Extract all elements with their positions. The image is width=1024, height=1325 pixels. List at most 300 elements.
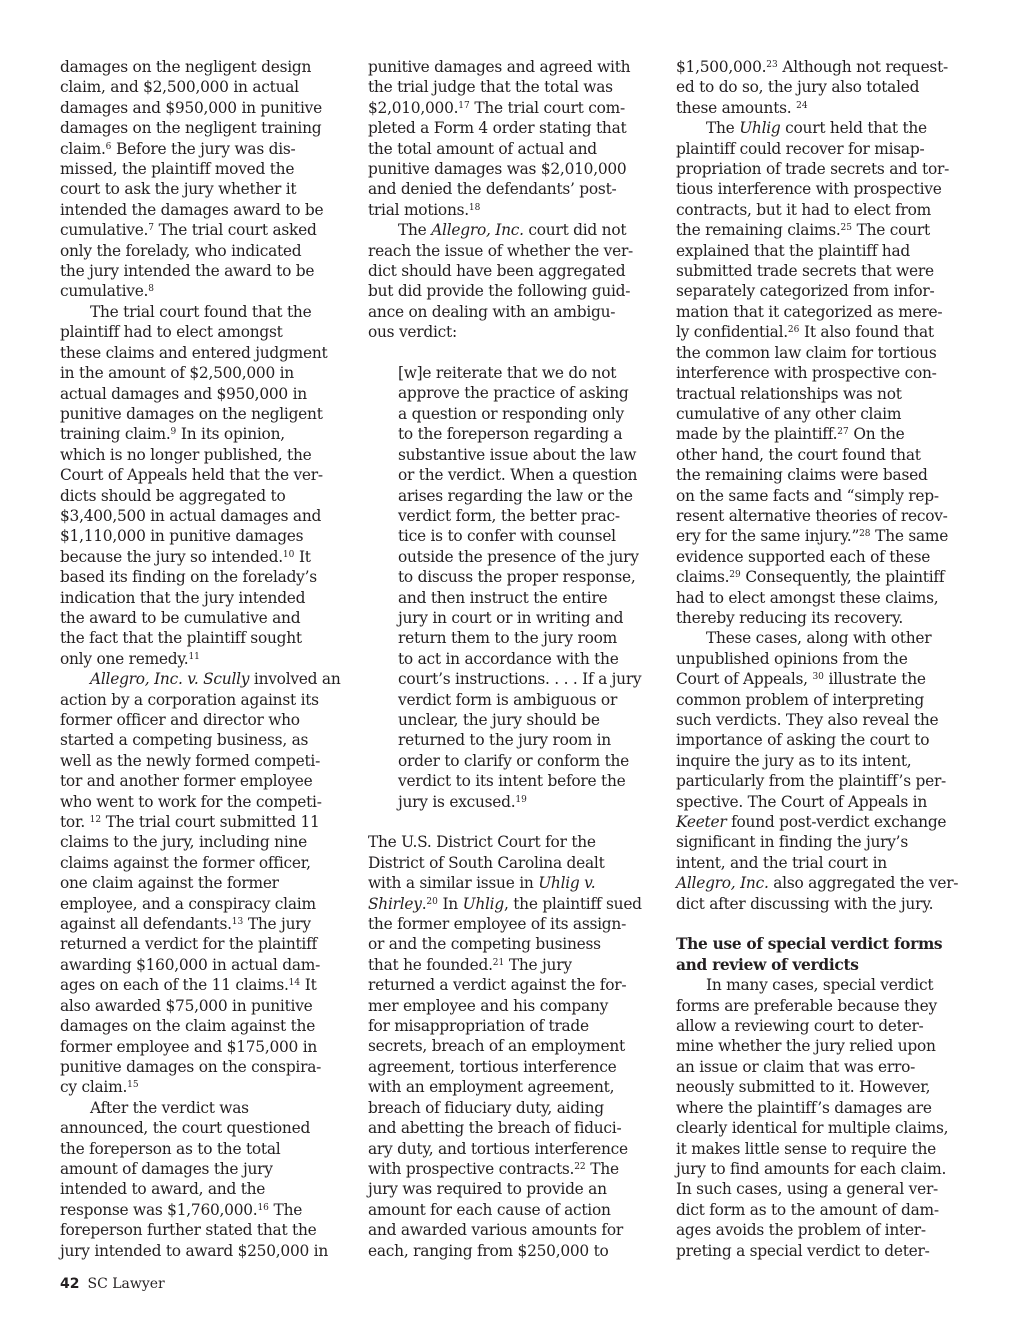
text-line — [676, 1241, 966, 1261]
text-line — [676, 1159, 966, 1179]
text-line — [60, 118, 348, 138]
line-text: significant in finding the jury’s — [676, 833, 908, 852]
text-line — [60, 1016, 348, 1036]
paragraph-gap — [676, 914, 966, 934]
footnote-marker: 20 — [426, 896, 438, 907]
line-text: allow a reviewing court to deter- — [676, 1017, 924, 1036]
line-text: dict form as to the amount of dam- — [676, 1200, 939, 1219]
text-line — [368, 261, 658, 281]
line-text: inquire the jury as to its intent, — [676, 751, 912, 770]
line-text: also aggregated the ver- — [768, 874, 959, 893]
line-text: The — [585, 1159, 619, 1178]
text-line — [60, 975, 348, 995]
line-text: with a similar issue in — [368, 874, 539, 893]
case-name: Uhlig v. — [538, 874, 596, 893]
text-line — [60, 955, 348, 975]
text-line — [60, 1159, 348, 1179]
text-line — [368, 934, 658, 954]
footnote-marker: 17 — [458, 100, 470, 111]
line-text: punitive damages on the negligent — [60, 404, 323, 423]
text-line — [368, 159, 658, 179]
quote-line — [368, 363, 658, 383]
text-line — [60, 1200, 348, 1220]
text-line — [676, 690, 966, 710]
line-text: the common law claim for tortious — [676, 343, 937, 362]
text-line — [60, 424, 348, 444]
line-text: mer employee and his company — [368, 996, 609, 1015]
line-text: Court of Appeals, — [676, 670, 813, 689]
line-text: common problem of interpreting — [676, 690, 925, 709]
line-text: approve the practice of asking — [398, 384, 629, 403]
line-text: The trial court submitted 11 — [101, 813, 320, 832]
text-line — [676, 710, 966, 730]
quote-line — [368, 547, 658, 567]
line-text: amount of damages the jury — [60, 1159, 273, 1178]
text-line — [60, 812, 348, 832]
line-text: amount for each cause of action — [368, 1200, 611, 1219]
text-line — [368, 77, 658, 97]
line-text: other hand, the court found that — [676, 445, 921, 464]
text-line — [60, 526, 348, 546]
line-text: jury is excused. — [398, 792, 516, 811]
text-line — [60, 547, 348, 567]
text-line — [60, 1077, 348, 1097]
text-line — [676, 404, 966, 424]
text-line — [368, 1057, 658, 1077]
line-text: where the plaintiff’s damages are — [676, 1098, 932, 1117]
text-line — [676, 261, 966, 281]
line-text: resent alternative theories of recov- — [676, 506, 948, 525]
footnote-marker: 25 — [840, 223, 852, 234]
line-text: Allegro, Inc. v. Scully — [90, 670, 250, 689]
line-text: and abetting the breach of fiduci- — [368, 1119, 622, 1138]
line-text: These cases, along with other — [706, 629, 932, 648]
line-text: response was $1,760,000. — [60, 1200, 258, 1219]
text-line — [676, 812, 966, 832]
text-line — [676, 445, 966, 465]
text-line — [60, 179, 348, 199]
text-line — [676, 1098, 966, 1118]
text-line — [60, 914, 348, 934]
line-text: the total amount of actual and — [368, 139, 597, 158]
footnote-marker: 6 — [105, 141, 112, 152]
text-line — [60, 98, 348, 118]
line-text: only one remedy. — [60, 649, 189, 668]
text-line — [676, 1016, 966, 1036]
line-text: damages on the negligent training — [60, 119, 322, 138]
line-text: The — [398, 221, 432, 240]
line-text: jury was required to provide an — [368, 1180, 607, 1199]
line-text: The jury — [243, 915, 311, 934]
quote-line — [368, 608, 658, 628]
text-line — [60, 281, 348, 301]
line-text: former employee and $175,000 in — [60, 1037, 318, 1056]
text-line — [368, 955, 658, 975]
text-line — [60, 445, 348, 465]
text-column-1 — [60, 57, 348, 1261]
line-text: $1,110,000 in punitive damages — [60, 527, 304, 546]
line-text: or and the competing business — [368, 935, 601, 954]
line-text: made by the plaintiff. — [676, 425, 838, 444]
line-text: Keeter — [676, 813, 727, 832]
footnote-marker: 12 — [89, 815, 102, 826]
line-text: $1,500,000. — [676, 58, 767, 76]
line-text: and denied the defendants’ post- — [368, 180, 617, 199]
line-text: cumulative of any other claim — [676, 404, 902, 423]
line-text: to discuss the proper response, — [398, 568, 636, 587]
line-text: Although not request- — [777, 58, 948, 76]
line-text: with an employment agreement, — [368, 1078, 615, 1097]
text-line — [368, 1016, 658, 1036]
line-text: ary duty, and tortious interference — [368, 1139, 628, 1158]
text-line — [676, 894, 966, 914]
footnote-marker: 9 — [170, 427, 177, 438]
text-line — [60, 343, 348, 363]
line-text: cumulative. — [60, 221, 149, 240]
line-text: the jury intended the award to be — [60, 262, 315, 281]
case-name: Uhlig — [739, 119, 781, 138]
line-text: claims to the jury, including nine — [60, 833, 308, 852]
line-text: The U.S. District Court for the — [368, 833, 596, 852]
text-line — [676, 98, 966, 118]
line-text: the award to be cumulative and — [60, 608, 301, 627]
line-text: to the foreperson regarding a — [398, 425, 623, 444]
line-text: plaintiff could recover for misap- — [676, 139, 925, 158]
text-line — [60, 771, 348, 791]
text-line — [676, 526, 966, 546]
page-number: 42 — [60, 1276, 80, 1292]
line-text: one claim against the former — [60, 874, 279, 893]
text-line — [676, 506, 966, 526]
footnote-marker: 8 — [148, 284, 154, 295]
text-line — [368, 1036, 658, 1056]
line-text: . — [421, 894, 427, 913]
text-line — [60, 384, 348, 404]
text-line — [60, 57, 348, 77]
text-line — [368, 975, 658, 995]
line-text: arises regarding the law or the — [398, 486, 633, 505]
line-text: forms are preferable because they — [676, 996, 937, 1015]
quote-line — [368, 424, 658, 444]
line-text: and awarded various amounts for — [368, 1221, 623, 1240]
line-text: damages on the claim against the — [60, 1017, 316, 1036]
line-text: jury intended to award $250,000 in — [60, 1241, 329, 1260]
line-text: which is no longer published, the — [60, 445, 312, 464]
line-text: It also found that — [799, 323, 934, 342]
line-text: dict should have been aggregated — [368, 262, 626, 281]
line-text: had to elect amongst these claims, — [676, 588, 939, 607]
text-line — [676, 77, 966, 97]
line-text: unclear, the jury should be — [398, 710, 600, 729]
text-line — [368, 1118, 658, 1138]
text-line — [368, 1220, 658, 1240]
line-text: ous verdict: — [368, 323, 457, 342]
quote-line — [368, 628, 658, 648]
footnote-marker: 26 — [787, 325, 800, 336]
line-text: each, ranging from $250,000 to — [368, 1241, 609, 1260]
text-line — [368, 98, 658, 118]
line-text: The trial court found that the — [90, 302, 312, 321]
text-line — [60, 792, 348, 812]
case-name: Uhlig — [462, 894, 504, 913]
line-text: these claims and entered judgment — [60, 343, 328, 362]
text-line — [60, 751, 348, 771]
text-line — [368, 1159, 658, 1179]
line-text: in the amount of $2,500,000 in — [60, 364, 294, 383]
text-line — [676, 608, 966, 628]
page-footer — [60, 1276, 165, 1292]
line-text: ly confidential. — [676, 323, 788, 342]
text-line — [368, 873, 658, 893]
footnote-marker: 29 — [729, 570, 741, 581]
text-line — [676, 343, 966, 363]
line-text: verdict to its intent before the — [398, 772, 626, 791]
text-line — [368, 57, 658, 77]
line-text: clearly identical for multiple claims, — [676, 1119, 949, 1138]
line-text: on the same facts and “simply rep- — [676, 486, 939, 505]
line-text: punitive damages on the conspira- — [60, 1057, 322, 1076]
text-line — [676, 873, 966, 893]
text-line — [60, 710, 348, 730]
footnote-marker: 13 — [231, 917, 244, 928]
line-text: jury to find amounts for each claim. — [676, 1159, 947, 1178]
text-line — [676, 322, 966, 342]
line-text: mation that it categorized as mere- — [676, 302, 943, 321]
text-line — [676, 424, 966, 444]
quote-line — [368, 526, 658, 546]
text-line — [60, 894, 348, 914]
text-line — [676, 1179, 966, 1199]
text-line — [368, 200, 658, 220]
line-text: neously submitted to it. However, — [676, 1078, 931, 1097]
text-line — [676, 241, 966, 261]
line-text: only the forelady, who indicated — [60, 241, 302, 260]
line-text: ed to do so, the jury also totaled — [676, 78, 920, 97]
text-line — [368, 139, 658, 159]
text-column-3 — [676, 57, 966, 1261]
line-text: court held that the — [780, 119, 927, 138]
text-line — [676, 567, 966, 587]
line-text: ance on dealing with an ambigu- — [368, 302, 616, 321]
line-text: the remaining claims were based — [676, 466, 928, 485]
line-text: well as the newly formed competi- — [60, 751, 321, 770]
line-text: cumulative. — [60, 282, 149, 301]
publication-name: SC Lawyer — [87, 1276, 165, 1292]
footnote-marker: 19 — [515, 794, 527, 805]
footnote-marker: 24 — [796, 100, 808, 111]
line-text: training claim. — [60, 425, 171, 444]
line-text: also awarded $75,000 in punitive — [60, 996, 313, 1015]
line-text: $2,010,000. — [368, 98, 459, 117]
text-line — [60, 567, 348, 587]
text-line — [60, 1037, 348, 1057]
line-text: intended the damages award to be — [60, 200, 324, 219]
line-text: verdict form, the better prac- — [398, 506, 620, 525]
text-line — [60, 1098, 348, 1118]
quote-line — [368, 649, 658, 669]
text-line — [60, 139, 348, 159]
line-text: The trial court asked — [153, 221, 317, 240]
footnote-marker: 23 — [766, 60, 778, 70]
line-text: the remaining claims. — [676, 221, 841, 240]
text-line — [60, 159, 348, 179]
line-text: contracts, but it had to elect from — [676, 200, 932, 219]
quote-line — [368, 751, 658, 771]
text-line — [676, 669, 966, 689]
line-text: The court — [851, 221, 930, 240]
text-line — [368, 1241, 658, 1261]
line-text: Before the jury was dis- — [111, 139, 296, 158]
footnote-marker: 10 — [282, 549, 295, 560]
text-line — [60, 200, 348, 220]
text-line — [676, 996, 966, 1016]
line-text: It — [294, 547, 311, 566]
text-line — [368, 220, 658, 240]
text-line — [676, 118, 966, 138]
line-text: tor and another former employee — [60, 772, 313, 791]
section-heading-line — [676, 934, 966, 954]
text-line — [60, 669, 348, 689]
text-line — [676, 220, 966, 240]
line-text: intended to award, and the — [60, 1180, 266, 1199]
line-text: The jury — [504, 955, 572, 974]
text-line — [368, 1139, 658, 1159]
text-line — [60, 261, 348, 281]
line-text: cy claim. — [60, 1078, 128, 1097]
text-line — [368, 1200, 658, 1220]
line-text: court’s instructions. . . . If a jury — [398, 670, 642, 689]
text-line — [60, 465, 348, 485]
line-text: actual damages and $950,000 in — [60, 384, 307, 403]
text-line — [676, 832, 966, 852]
line-text: The use of special verdict forms — [676, 935, 943, 954]
quote-line — [368, 690, 658, 710]
text-line — [676, 139, 966, 159]
line-text: the former employee of its assign- — [368, 915, 627, 934]
line-text: against all defendants. — [60, 915, 232, 934]
line-text: ages avoids the problem of inter- — [676, 1221, 926, 1240]
text-line — [676, 1200, 966, 1220]
line-text: for misappropriation of trade — [368, 1017, 589, 1036]
line-text: indication that the jury intended — [60, 588, 306, 607]
line-text: tor. — [60, 813, 90, 832]
text-line — [368, 302, 658, 322]
section-heading-line — [676, 955, 966, 975]
line-text: outside the presence of the jury — [398, 547, 639, 566]
line-text: jury in court or in writing and — [398, 608, 624, 627]
line-text: based its finding on the forelady’s — [60, 568, 317, 587]
line-text: The trial court com- — [469, 98, 625, 117]
text-line — [676, 1036, 966, 1056]
line-text: ages on each of the 11 claims. — [60, 976, 289, 995]
line-text: but did provide the following guid- — [368, 282, 631, 301]
line-text: unpublished opinions from the — [676, 649, 908, 668]
text-line — [60, 996, 348, 1016]
line-text: started a competing business, as — [60, 731, 309, 750]
text-line — [60, 628, 348, 648]
line-text: In many cases, special verdict — [706, 976, 934, 995]
line-text: pleted a Form 4 order stating that — [368, 119, 627, 138]
line-text: an issue or claim that was erro- — [676, 1057, 916, 1076]
text-line — [676, 588, 966, 608]
text-line — [368, 914, 658, 934]
line-text: foreperson further stated that the — [60, 1221, 317, 1240]
footnote-marker: 16 — [257, 1202, 269, 1213]
line-text: claim, and $2,500,000 in actual — [60, 78, 299, 97]
line-text: these amounts. — [676, 98, 797, 117]
line-text: order to clarify or conform the — [398, 751, 630, 770]
text-line — [676, 1057, 966, 1077]
text-line — [60, 832, 348, 852]
text-line — [676, 363, 966, 383]
footnote-marker: 18 — [468, 202, 481, 213]
text-line — [60, 220, 348, 240]
line-text: awarding $160,000 in actual dam- — [60, 955, 321, 974]
line-text: who went to work for the competi- — [60, 792, 322, 811]
footnote-marker: 30 — [812, 672, 824, 683]
line-text: particularly from the plaintiff’s per- — [676, 772, 947, 791]
line-text: damages and $950,000 in punitive — [60, 98, 322, 117]
line-text: agreement, tortious interference — [368, 1057, 617, 1076]
footnote-marker: 15 — [127, 1080, 139, 1091]
line-text: In such cases, using a general ver- — [676, 1180, 938, 1199]
line-text: [w]e reiterate that we do not — [398, 364, 617, 383]
quote-line — [368, 710, 658, 730]
line-text: preting a special verdict to deter- — [676, 1241, 930, 1260]
text-line — [368, 832, 658, 852]
text-line — [60, 1220, 348, 1240]
footnote-marker: 28 — [859, 529, 871, 540]
line-text: $3,400,500 in actual damages and — [60, 506, 322, 525]
quote-line — [368, 465, 658, 485]
line-text: The — [268, 1200, 303, 1219]
line-text: with prospective contracts. — [368, 1159, 575, 1178]
line-text: or the verdict. When a question — [398, 466, 638, 485]
text-line — [60, 302, 348, 322]
text-line — [60, 1118, 348, 1138]
line-text: dicts should be aggregated to — [60, 486, 286, 505]
line-text: Consequently, the plaintiff — [740, 568, 945, 587]
line-text: Court of Appeals held that the ver- — [60, 466, 323, 485]
line-text: dict after discussing with the jury. — [676, 894, 934, 913]
quote-line — [368, 792, 658, 812]
line-text: claims. — [676, 568, 730, 587]
text-line — [676, 792, 966, 812]
line-text: illustrate the — [823, 670, 926, 689]
line-text: such verdicts. They also reveal the — [676, 711, 939, 729]
line-text: return them to the jury room — [398, 629, 617, 648]
text-line — [60, 322, 348, 342]
footnote-marker: 7 — [148, 223, 154, 234]
line-text: propriation of trade secrets and tor- — [676, 160, 950, 179]
line-text: In its opinion, — [176, 425, 285, 444]
line-text: It — [300, 976, 317, 995]
text-line — [676, 751, 966, 771]
line-text: tractual relationships was not — [676, 384, 902, 403]
footnote-marker: 21 — [492, 957, 505, 968]
line-text: a question or responding only — [398, 404, 624, 423]
text-line — [60, 873, 348, 893]
quote-line — [368, 771, 658, 791]
text-line — [60, 363, 348, 383]
text-line — [60, 1057, 348, 1077]
line-text: verdict form is ambiguous or — [398, 690, 618, 709]
text-line — [676, 628, 966, 648]
text-line — [676, 1077, 966, 1097]
line-text: returned a verdict against the for- — [368, 976, 627, 995]
text-line — [368, 241, 658, 261]
case-name: Allegro, Inc. — [431, 221, 524, 240]
